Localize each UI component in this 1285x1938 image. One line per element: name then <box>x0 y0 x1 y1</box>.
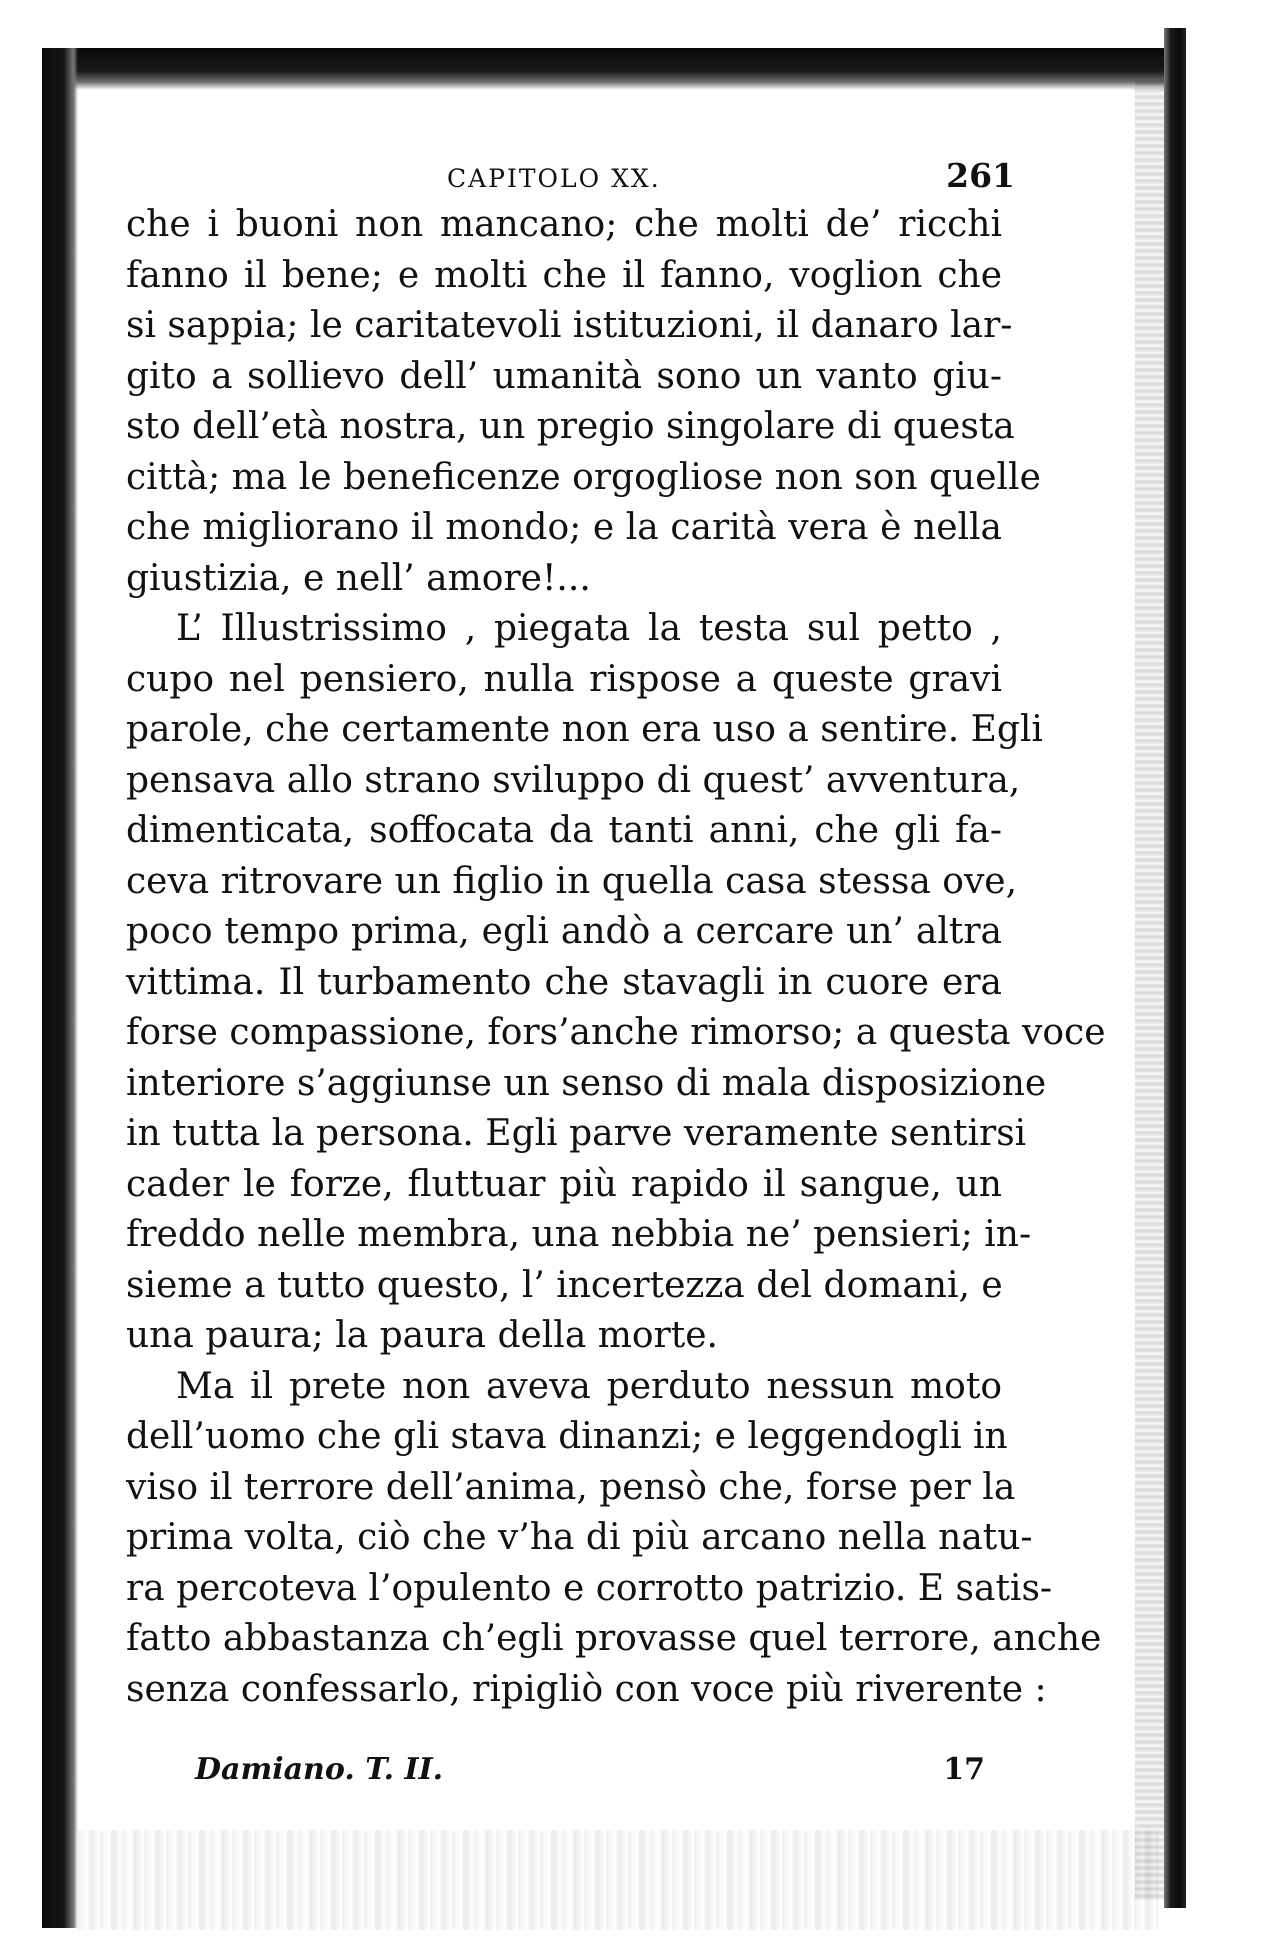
text-line: prima volta, ciò che v’ha di più arcano nella natu- <box>126 1517 1033 1558</box>
text-line: parole, che certamente non era uso a sentire. Egli <box>126 709 1043 750</box>
scan-right-border <box>1164 28 1186 1908</box>
printer-signature: Damiano. T. II. <box>195 1752 444 1787</box>
text-line: si sappia; le caritatevoli istituzioni, il danaro lar- <box>126 305 1013 346</box>
text-line: fatto abbastanza ch’egli provasse quel terrore, anche <box>126 1618 1102 1659</box>
text-line: ceva ritrovare un figlio in quella casa stessa ove, <box>126 860 1018 902</box>
text-line: dimenticata, soffocata da tanti anni, che gli fa- <box>126 810 1002 851</box>
text-line: cader le forze, fluttuar più rapido il sangue, un <box>126 1163 1002 1205</box>
scan-bottom-noise <box>78 1830 1158 1930</box>
text-line: freddo nelle membra, una nebbia ne’ pensieri; in- <box>126 1214 1032 1255</box>
text-line: in tutta la persona. Egli parve veramente sentirsi <box>126 1113 1027 1154</box>
text-line: dell’uomo che gli stava dinanzi; e leggendogli in <box>126 1416 1008 1457</box>
text-line: forse compassione, fors’anche rimorso; a questa voce <box>126 1012 1106 1053</box>
page-number: 261 <box>946 156 1015 195</box>
text-line: poco tempo prima, egli andò a cercare un’ altra <box>126 911 1002 952</box>
text-line: gito a sollievo dell’ umanità sono un vanto giu- <box>126 355 1002 397</box>
page-header <box>125 156 1015 202</box>
text-line: una paura; la paura della morte. <box>126 1315 718 1356</box>
text-line: sieme a tutto questo, l’ incertezza del domani, e <box>126 1264 1003 1306</box>
text-line: ra percoteva l’opulento e corrotto patrizio. E satis- <box>126 1567 1053 1609</box>
text-line: L’ Illustrissimo , piegata la testa sul petto , <box>176 608 1002 649</box>
text-line: che i buoni non mancano; che molti de’ ricchi <box>126 204 1002 245</box>
text-line: viso il terrore dell’anima, pensò che, forse per la <box>126 1466 1016 1508</box>
text-line: che migliorano il mondo; e la carità vera è nella <box>126 507 1002 548</box>
text-line: città; ma le beneficenze orgogliose non son quelle <box>126 456 1041 498</box>
text-line: Ma il prete non aveva perduto nessun moto <box>176 1365 1002 1407</box>
text-line: vittima. Il turbamento che stavagli in cuore era <box>126 961 1002 1003</box>
scan-top-border <box>42 48 1167 90</box>
text-line: senza confessarlo, ripigliò con voce più riverente : <box>126 1668 1047 1710</box>
text-line: interiore s’aggiunse un senso di mala disposizione <box>126 1062 1047 1104</box>
page-footer <box>195 1752 985 1796</box>
scan-right-gutter <box>1135 80 1165 1900</box>
running-head: CAPITOLO XX. <box>447 164 661 193</box>
signature-number: 17 <box>943 1752 985 1787</box>
text-line: cupo nel pensiero, nulla rispose a queste gravi <box>126 658 1002 700</box>
text-line: giustizia, e nell’ amore!... <box>126 557 591 599</box>
text-line: sto dell’età nostra, un pregio singolare di questa <box>126 406 1015 447</box>
scan-left-border <box>42 48 78 1928</box>
text-line: pensava allo strano sviluppo di quest’ avventura, <box>126 759 1021 801</box>
text-line: fanno il bene; e molti che il fanno, voglion che <box>126 254 1002 296</box>
body-text <box>126 200 1106 1715</box>
